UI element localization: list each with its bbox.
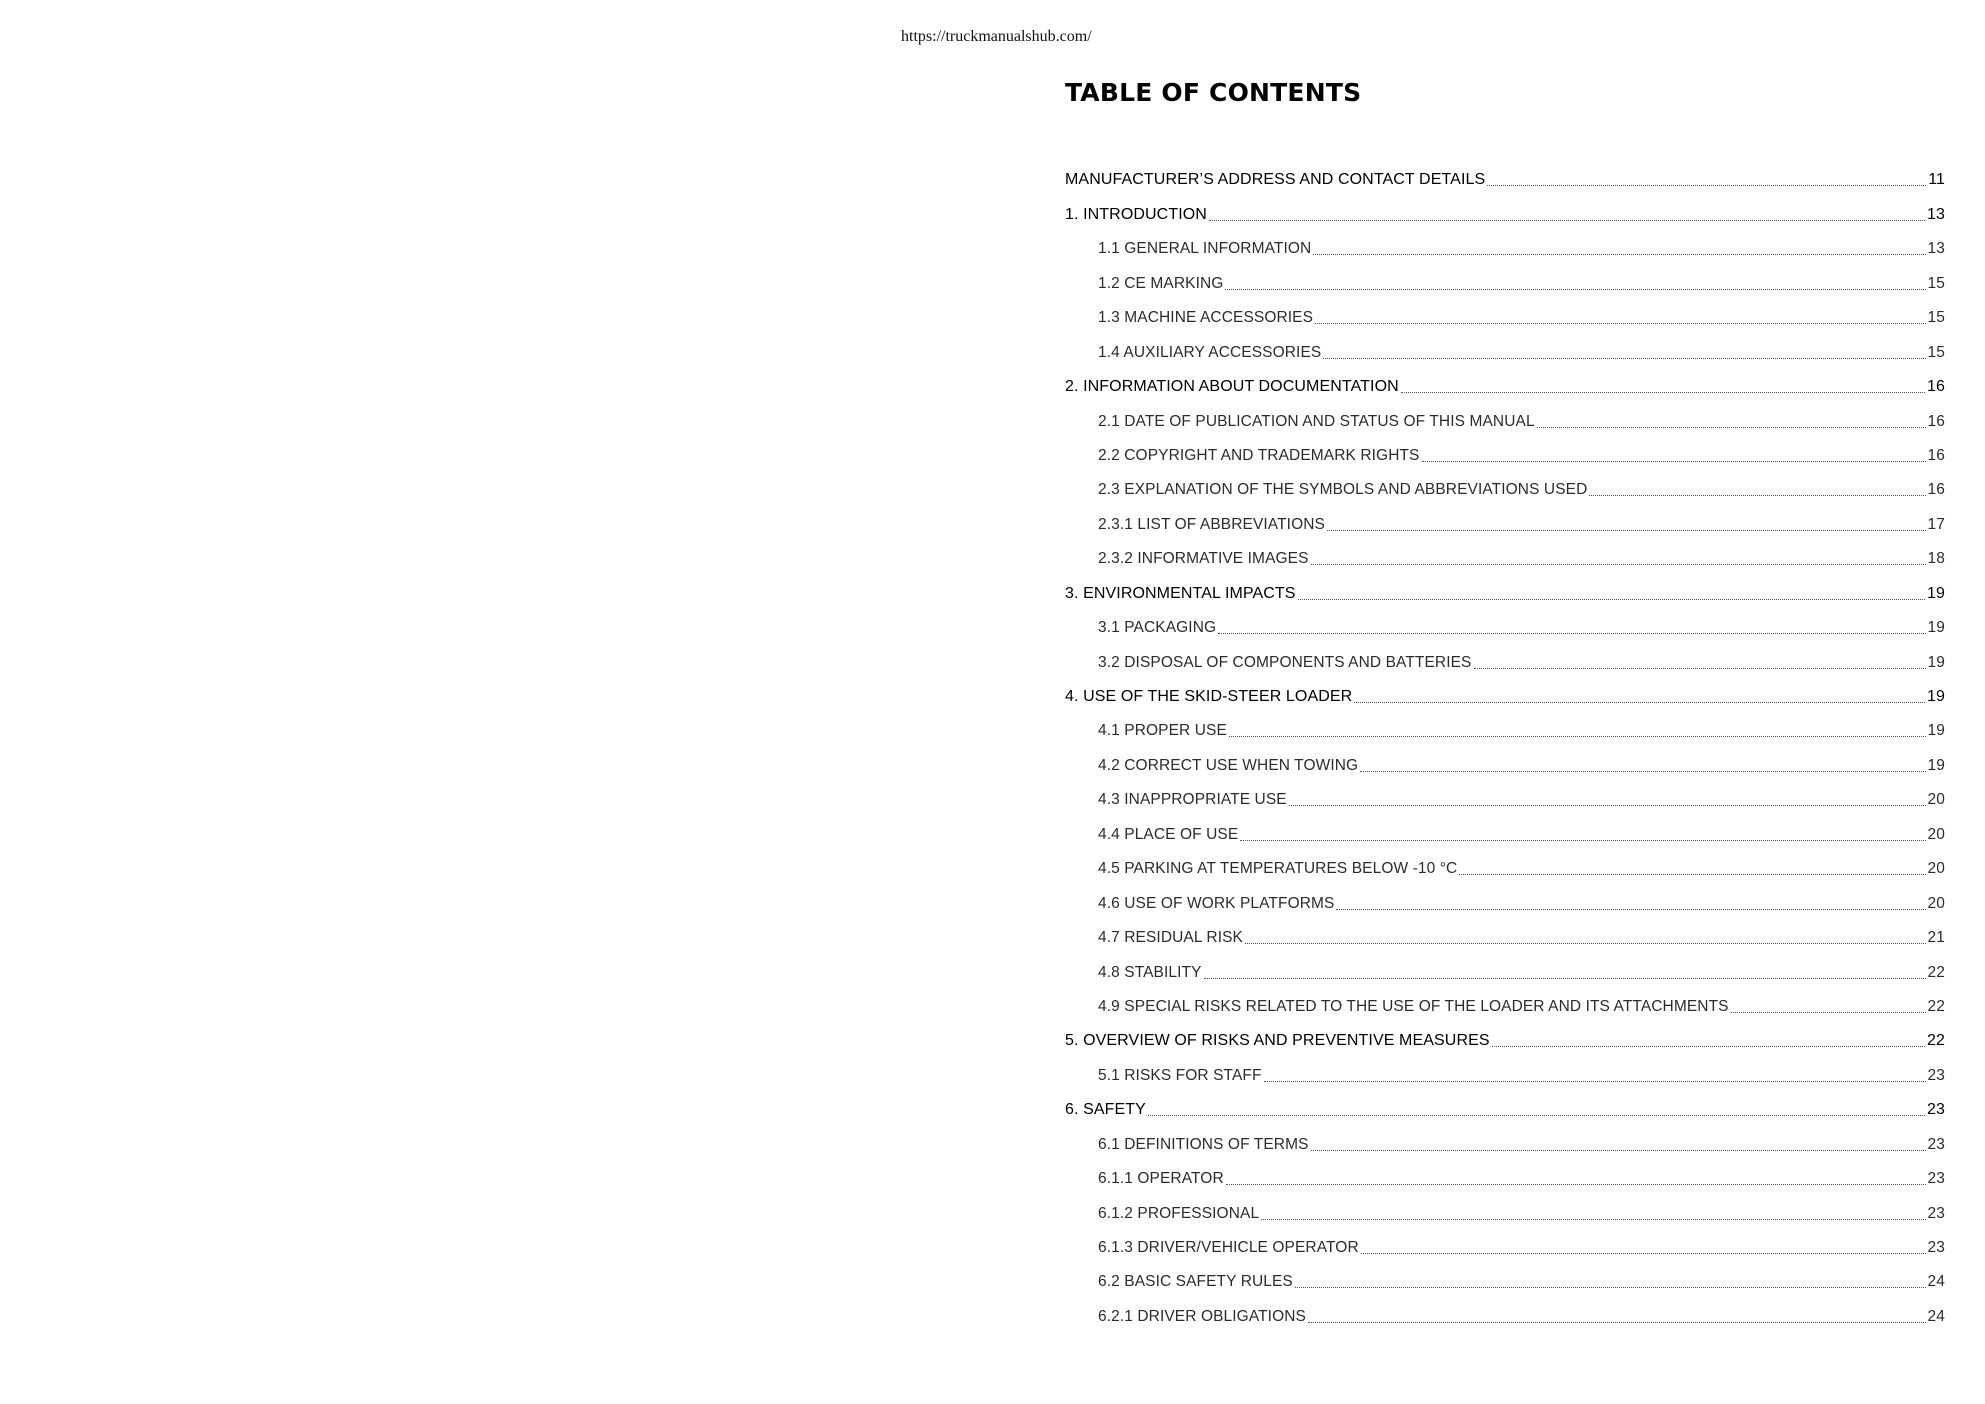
toc-entry-page-number: 19 <box>1927 688 1945 705</box>
dot-leader <box>1459 874 1925 875</box>
toc-entry-page-number: 23 <box>1927 1135 1945 1153</box>
dot-leader <box>1401 392 1925 393</box>
toc-entry[interactable] <box>1065 884 1945 918</box>
dot-leader <box>1308 1322 1926 1323</box>
dot-leader <box>1298 599 1925 600</box>
toc-entry-label: 6.2.1 DRIVER OBLIGATIONS <box>1098 1307 1306 1325</box>
toc-entry-page-number: 24 <box>1927 1307 1945 1325</box>
toc-entry-label: 6.1 DEFINITIONS OF TERMS <box>1098 1135 1309 1153</box>
toc-entry-page-number: 11 <box>1928 171 1945 189</box>
toc-entry[interactable] <box>1065 471 1945 505</box>
toc-entry[interactable] <box>1065 333 1945 367</box>
toc-entry-label: 6.1.2 PROFESSIONAL <box>1098 1204 1260 1222</box>
dot-leader <box>1204 978 1926 979</box>
toc-entry-label: 2.3.1 LIST OF ABBREVIATIONS <box>1098 515 1325 533</box>
toc-entry-page-number: 15 <box>1927 343 1945 361</box>
dot-leader <box>1474 668 1926 669</box>
toc-entry-page-number: 19 <box>1927 584 1945 602</box>
toc-entry-label: 5.1 RISKS FOR STAFF <box>1098 1066 1262 1084</box>
toc-entry-page-number: 22 <box>1927 997 1945 1015</box>
dot-leader <box>1295 1287 1926 1288</box>
toc-entry-label: 4.4 PLACE OF USE <box>1098 825 1239 843</box>
toc-entry-page-number: 16 <box>1927 446 1945 464</box>
toc-entry-page-number: 23 <box>1927 1066 1945 1084</box>
toc-entry[interactable] <box>1065 264 1945 298</box>
toc-entry[interactable] <box>1065 195 1945 229</box>
dot-leader <box>1323 358 1925 359</box>
toc-entry-page-number: 20 <box>1927 860 1945 878</box>
dot-leader <box>1218 633 1925 634</box>
dot-leader <box>1209 220 1925 221</box>
toc-entry-page-number: 16 <box>1927 481 1945 499</box>
toc-entry[interactable] <box>1065 402 1945 436</box>
toc-entry-label: 3. ENVIRONMENTAL IMPACTS <box>1065 584 1296 602</box>
toc-entry-page-number: 24 <box>1927 1273 1945 1291</box>
toc-entry[interactable] <box>1065 1022 1945 1056</box>
toc-entry-label: 5. OVERVIEW OF RISKS AND PREVENTIVE MEASURES <box>1065 1032 1490 1050</box>
toc-entry[interactable] <box>1065 368 1945 402</box>
dot-leader <box>1360 771 1925 772</box>
toc-entry-page-number: 15 <box>1927 274 1945 292</box>
toc-entry-label: 1.1 GENERAL INFORMATION <box>1098 240 1312 258</box>
dot-leader <box>1226 1184 1926 1185</box>
toc-entry[interactable] <box>1065 1297 1945 1331</box>
toc-entry[interactable] <box>1065 919 1945 953</box>
toc-entry[interactable] <box>1065 1263 1945 1297</box>
toc-entry-label: 6.1.3 DRIVER/VEHICLE OPERATOR <box>1098 1239 1359 1256</box>
dot-leader <box>1537 427 1926 428</box>
dot-leader <box>1487 185 1926 186</box>
toc-entry[interactable] <box>1065 609 1945 643</box>
toc-entry[interactable] <box>1065 1091 1945 1125</box>
toc-entry[interactable] <box>1065 574 1945 608</box>
toc-entry[interactable] <box>1065 1229 1945 1263</box>
dot-leader <box>1589 495 1925 496</box>
toc-entry[interactable] <box>1065 643 1945 677</box>
dot-leader <box>1361 1253 1926 1254</box>
toc-entry-label: 4.1 PROPER USE <box>1098 722 1227 740</box>
toc-entry-page-number: 23 <box>1927 1101 1945 1119</box>
toc-entry-page-number: 23 <box>1927 1204 1945 1222</box>
dot-leader <box>1327 530 1926 531</box>
toc-entry-label: 4.3 INAPPROPRIATE USE <box>1098 791 1287 809</box>
toc-entry[interactable] <box>1065 815 1945 849</box>
toc-entry-label: 6.2 BASIC SAFETY RULES <box>1098 1273 1293 1291</box>
toc-entry-label: 4.2 CORRECT USE WHEN TOWING <box>1098 756 1359 774</box>
table-of-contents <box>1065 161 1945 1332</box>
dot-leader <box>1225 289 1925 290</box>
dot-leader <box>1422 461 1926 462</box>
toc-entry-label: 2.3 EXPLANATION OF THE SYMBOLS AND ABBREVIATIONS USED <box>1098 481 1588 499</box>
toc-entry-page-number: 20 <box>1927 894 1945 912</box>
toc-entry[interactable] <box>1065 505 1945 539</box>
toc-entry-page-number: 19 <box>1927 653 1945 671</box>
toc-entry[interactable] <box>1065 953 1945 987</box>
toc-entry-page-number: 19 <box>1927 756 1945 774</box>
toc-entry[interactable] <box>1065 1160 1945 1194</box>
toc-entry-label: 2.1 DATE OF PUBLICATION AND STATUS OF THIS MANUAL <box>1098 412 1535 430</box>
toc-entry-page-number: 20 <box>1927 825 1945 843</box>
toc-entry-label: 2.3.2 INFORMATIVE IMAGES <box>1098 550 1309 568</box>
toc-entry-page-number: 19 <box>1927 619 1945 637</box>
toc-entry-label: 4.8 STABILITY <box>1098 963 1202 981</box>
toc-entry[interactable] <box>1065 299 1945 333</box>
toc-entry[interactable] <box>1065 161 1945 195</box>
toc-entry[interactable] <box>1065 746 1945 780</box>
toc-entry[interactable] <box>1065 850 1945 884</box>
toc-entry-page-number: 13 <box>1927 240 1945 258</box>
dot-leader <box>1264 1081 1926 1082</box>
toc-entry-page-number: 15 <box>1927 309 1945 327</box>
toc-entry-label: 1.2 CE MARKING <box>1098 274 1224 292</box>
toc-entry-label: 4.5 PARKING AT TEMPERATURES BELOW -10 °C <box>1098 860 1458 878</box>
toc-entry[interactable] <box>1065 781 1945 815</box>
dot-leader <box>1731 1012 1926 1013</box>
dot-leader <box>1336 909 1925 910</box>
dot-leader <box>1492 1046 1925 1047</box>
dot-leader <box>1148 1115 1925 1116</box>
toc-entry-label: 1.3 MACHINE ACCESSORIES <box>1098 309 1314 327</box>
toc-entry[interactable] <box>1065 1125 1945 1159</box>
toc-entry[interactable] <box>1065 437 1945 471</box>
dot-leader <box>1261 1219 1925 1220</box>
toc-entry-page-number: 18 <box>1927 550 1945 568</box>
toc-entry-label: 3.2 DISPOSAL OF COMPONENTS AND BATTERIES <box>1098 653 1472 671</box>
toc-entry-label: 4. USE OF THE SKID-STEER LOADER <box>1065 688 1353 705</box>
toc-entry-label: 1. INTRODUCTION <box>1065 205 1207 223</box>
dot-leader <box>1240 840 1925 841</box>
toc-entry[interactable] <box>1065 712 1945 746</box>
toc-entry-label: 2. INFORMATION ABOUT DOCUMENTATION <box>1065 378 1399 396</box>
dot-leader <box>1313 254 1925 255</box>
toc-entry-page-number: 22 <box>1927 963 1945 981</box>
toc-entry-page-number: 23 <box>1927 1239 1945 1256</box>
dot-leader <box>1289 805 1926 806</box>
toc-entry-label: 6. SAFETY <box>1065 1101 1146 1119</box>
source-url[interactable]: https://truckmanualshub.com/ <box>901 28 1092 45</box>
toc-entry[interactable] <box>1065 540 1945 574</box>
toc-entry-page-number: 21 <box>1927 929 1945 947</box>
toc-entry-page-number: 22 <box>1927 1032 1945 1050</box>
toc-entry-label: 4.7 RESIDUAL RISK <box>1098 929 1243 947</box>
toc-entry-label: 1.4 AUXILIARY ACCESSORIES <box>1098 343 1322 361</box>
toc-entry[interactable] <box>1065 678 1945 712</box>
toc-entry[interactable] <box>1065 988 1945 1022</box>
dot-leader <box>1311 564 1926 565</box>
toc-entry-page-number: 16 <box>1927 412 1945 430</box>
toc-entry-page-number: 16 <box>1927 378 1945 396</box>
toc-entry-label: 6.1.1 OPERATOR <box>1098 1170 1224 1188</box>
dot-leader <box>1315 323 1925 324</box>
toc-entry-page-number: 20 <box>1927 791 1945 809</box>
toc-entry-label: 4.9 SPECIAL RISKS RELATED TO THE USE OF THE LOADER AND ITS ATTACHMENTS <box>1098 997 1729 1015</box>
toc-entry-page-number: 23 <box>1927 1170 1945 1188</box>
toc-entry[interactable] <box>1065 1194 1945 1228</box>
dot-leader <box>1245 943 1926 944</box>
toc-entry-label: 4.6 USE OF WORK PLATFORMS <box>1098 894 1335 912</box>
dot-leader <box>1229 736 1926 737</box>
toc-entry-page-number: 19 <box>1927 722 1945 740</box>
toc-entry[interactable] <box>1065 1056 1945 1090</box>
toc-entry-page-number: 13 <box>1927 205 1945 223</box>
dot-leader <box>1354 702 1925 703</box>
page-title: TABLE OF CONTENTS <box>1065 78 1362 107</box>
toc-entry-label: 3.1 PACKAGING <box>1098 619 1217 637</box>
toc-entry-label: 2.2 COPYRIGHT AND TRADEMARK RIGHTS <box>1098 446 1420 464</box>
dot-leader <box>1311 1150 1926 1151</box>
toc-entry[interactable] <box>1065 230 1945 264</box>
toc-entry-label: MANUFACTURER’S ADDRESS AND CONTACT DETAILS <box>1065 171 1486 189</box>
toc-entry-page-number: 17 <box>1927 515 1945 533</box>
